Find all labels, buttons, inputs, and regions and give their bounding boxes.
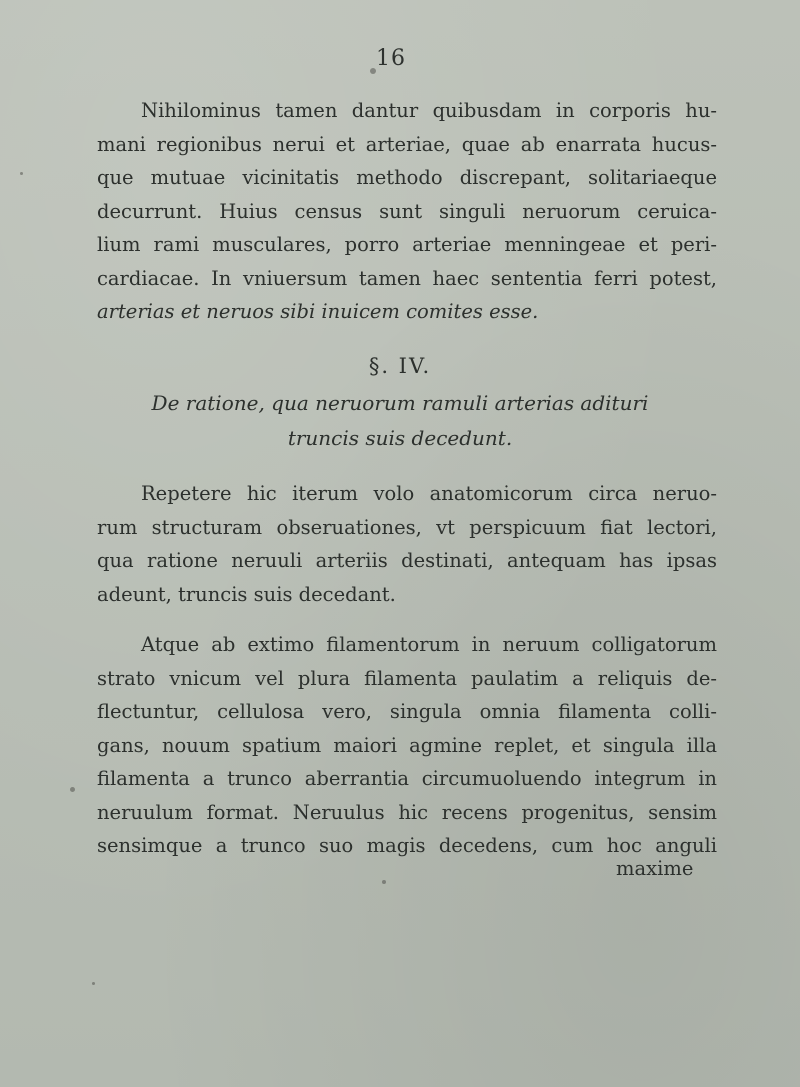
paper-speck <box>370 68 376 74</box>
page-number: 16 <box>376 46 406 71</box>
paragraph-3-line: strato vnicum vel plura filamenta paulatim a reliquis de- <box>97 666 717 690</box>
paper-speck <box>92 982 95 985</box>
paragraph-2-line: adeunt, truncis suis decedant. <box>97 582 396 606</box>
paper-speck <box>70 787 75 792</box>
section-title-line: truncis suis decedunt. <box>287 426 513 450</box>
paragraph-1-line: que mutuae vicinitatis methodo discrepant, solitariaeque <box>97 166 717 189</box>
paragraph-1-line: decurrunt. Huius census sunt singuli neruorum ceruica- <box>97 199 717 223</box>
paragraph-3-line: sensimque a trunco suo magis decedens, cum hoc anguli <box>97 834 717 857</box>
paragraph-1-line-italic: arterias et neruos sibi inuicem comites esse. <box>97 300 539 323</box>
paper-speck <box>382 880 386 884</box>
paragraph-2-line: qua ratione neruuli arteriis destinati, antequam has ipsas <box>97 549 717 572</box>
paragraph-3-line: neruulum format. Neruulus hic recens progenitus, sensim <box>97 800 717 824</box>
paragraph-1-line: cardiacae. In vniuersum tamen haec sententia ferri potest, <box>97 266 717 290</box>
paragraph-1 <box>97 94 717 329</box>
paragraph-3 <box>97 628 717 863</box>
paragraph-1-line: lium rami musculares, porro arteriae menningeae et peri- <box>97 233 717 256</box>
paper-speck <box>20 172 23 175</box>
paragraph-3-line: flectuntur, cellulosa vero, singula omnia filamenta colli- <box>97 700 717 723</box>
paragraph-2-line: Repetere hic iterum volo anatomicorum circa neruo- <box>141 482 717 505</box>
catchword: maxime <box>616 857 694 880</box>
section-title-line: De ratione, qua neruorum ramuli arterias adituri <box>151 391 649 415</box>
paragraph-2 <box>97 477 717 611</box>
paragraph-3-line: filamenta a trunco aberrantia circumuoluendo integrum in <box>97 767 717 790</box>
section-title <box>0 386 800 456</box>
paragraph-2-line: rum structuram obseruationes, vt perspicuum fiat lectori, <box>97 515 717 539</box>
paragraph-3-line: Atque ab extimo filamentorum in neruum colligatorum <box>141 633 717 656</box>
paragraph-1-line: Nihilominus tamen dantur quibusdam in corporis hu- <box>141 99 717 122</box>
paragraph-3-line: gans, nouum spatium maiori agmine replet, et singula illa <box>97 733 717 757</box>
paragraph-1-line: mani regionibus nerui et arteriae, quae ab enarrata hucus- <box>97 132 717 156</box>
section-mark: §. IV. <box>368 354 432 378</box>
